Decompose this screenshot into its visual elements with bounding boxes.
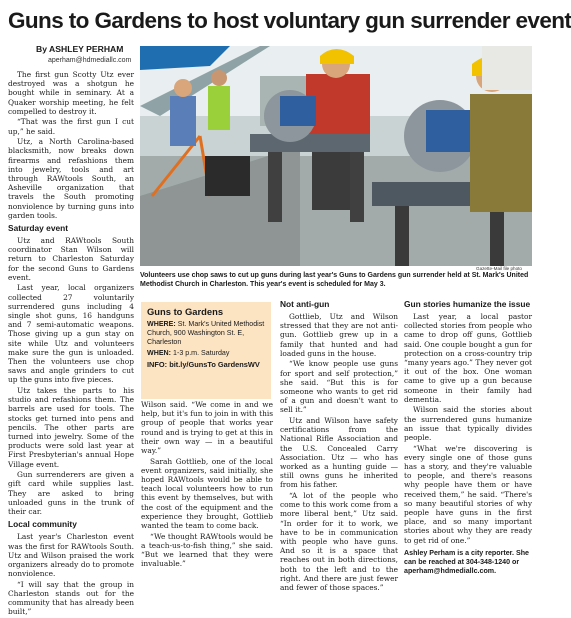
author-signoff: Ashley Perham is a city reporter. She can be reached at 304-348-1240 or aperham@hdmediallc.com. (404, 548, 529, 575)
paragraph: “I will say that the group in Charleston stands out for the community that has already been built,” (8, 579, 134, 617)
info-link-value[interactable]: bit.ly/GunsTo GardensWV (169, 360, 260, 369)
paragraph: Last year, local organizers collected 27 voluntarily surrendered guns including 4 single shot guns, 16 handguns and 7 semi-automatic weapons. Those giving up a gun stay on site while Utz and volunteers make sure the gun is unloaded. Then the volunteers use chop saws and angle grinders to cut up the guns into five pieces. (8, 283, 134, 385)
info-when-value: 1-3 p.m. Saturday (173, 349, 230, 357)
info-when (147, 349, 265, 358)
paragraph: “A lot of the people who come to this work come from a more liberal bent,” Utz said. “In order for it to work, we have to be in communication with people who have guns. And so it is a space that reaches out in both directions, both to the left and to the right. And there are just fewer and fewer of those spaces.” (280, 491, 398, 593)
photo-credit: Gazette-Mail file photo (476, 266, 522, 271)
subheading-saturday-event: Saturday event (8, 223, 69, 234)
paragraph: Utz and RAWtools South coordinator Stan Wilson will return to Charleston Saturday for the second Guns to Gardens event. (8, 236, 134, 282)
info-link[interactable] (147, 360, 265, 369)
info-where-value: St. Mark's United Methodist Church, 900 Washington St. E, Charleston (147, 320, 265, 346)
article-column-3 (280, 296, 398, 594)
paragraph: Last year's Charleston event was the first for RAWtools South. Utz and Wilson praised the work organizers already do to promote nonviolence. (8, 532, 134, 579)
event-info-box (141, 302, 271, 399)
info-where (147, 320, 265, 347)
paragraph: Sarah Gottlieb, one of the local event organizers, said initially, she hoped RAWtools would be able to teach local volunteers how to run this event by themselves, but with the cost of the equipment and the experience they brought, Gottlieb wanted the team to come back. (141, 456, 273, 531)
subheading-local-community: Local community (8, 519, 77, 530)
paragraph: Utz and Wilson have safety certifications from the National Rifle Association and the U.S. Concealed Carry Association. Utz — who has worked as a hunting guide — still owns guns he inherited from his father. (280, 416, 398, 490)
article-column-4 (404, 296, 532, 576)
paragraph: “We know people use guns for sport and self protection,” she said. “But this is for someone who wants to get rid of a gun and doesn't want to sell it.” (280, 359, 398, 415)
info-when-label: WHEN: (147, 349, 172, 357)
paragraph: Utz takes the parts to his studio and refashions them. The barrels are used for tools. The stocks get turned into pens and pencils. The other parts are turned into jewelry. Some of the products were sold last year at First Presbyterian's annual Hope Village event. (8, 386, 134, 469)
photo-illustration (140, 46, 532, 266)
paragraph: “We thought RAWtools would be a teach-us-to-fish thing,” she said. “But we learned that they were invaluable.” (141, 531, 273, 569)
subheading-not-anti-gun: Not anti-gun (280, 299, 330, 309)
article-column-1 (8, 70, 134, 618)
paragraph: Last year, a local pastor collected stories from people who came to drop off guns, Gottlieb said. One couple bought a gun for protection on a cross-country trip “many years ago.” They never got it out of the box. One woman came to give up a gun because someone in their family had dementia. (404, 312, 532, 404)
byline: By ASHLEY PERHAM (36, 44, 124, 54)
paragraph: The first gun Scotty Utz ever destroyed was a shotgun he bought while in seminary. At a Quaker worship meeting, he felt compelled to destroy it. (8, 70, 134, 116)
info-box-title: Guns to Gardens (147, 306, 224, 317)
paragraph: “What we're discovering is every single one of those guns has a story, and they're valuable to people, and there's reasons why people have them or have received them,” he said. “There's so many beautiful stories of why people have guns in the first place, and so many important stories about why they are ready to get rid of one.” (404, 443, 532, 545)
photo-caption: Volunteers use chop saws to cut up guns during last year's Guns to Gardens gun surrender held at St. Mark's United Methodist Church in Charleston. This year's event is scheduled for May 3. (140, 272, 529, 288)
article-photo (140, 46, 532, 266)
subheading-gun-stories: Gun stories humanize the issue (404, 299, 531, 309)
info-where-label: WHERE: (147, 320, 176, 328)
paragraph: Wilson said. “We come in and we help, but it's fun to join in with this group of people that works year round and is trying to get at this in their own way — in a beautiful way.” (141, 400, 273, 456)
byline-email[interactable]: aperham@hdmediallc.com (48, 57, 132, 64)
paragraph: Gun surrenderers are given a gift card while supplies last. They are asked to bring unloaded guns in the trunk of their car. (8, 470, 134, 517)
info-link-label: INFO: (147, 360, 168, 369)
paragraph: Utz, a North Carolina-based blacksmith, now breaks down firearms and refashions them into jewelry, tools and art through RAWtools South, an Asheville organization that travels the South promoting nonviolence by turning guns into garden tools. (8, 137, 134, 220)
paragraph: “That was the first gun I cut up,” he said. (8, 117, 134, 136)
article-column-2 (141, 400, 273, 570)
paragraph: Gottlieb, Utz and Wilson stressed that they are not anti-gun. Gottlieb grew up in a family that hunted and had loaded guns in the house. (280, 312, 398, 358)
headline: Guns to Gardens to host voluntary gun surrender event (8, 8, 571, 33)
paragraph: Wilson said the stories about the surrendered guns humanize an issue that typically divides people. (404, 405, 532, 443)
